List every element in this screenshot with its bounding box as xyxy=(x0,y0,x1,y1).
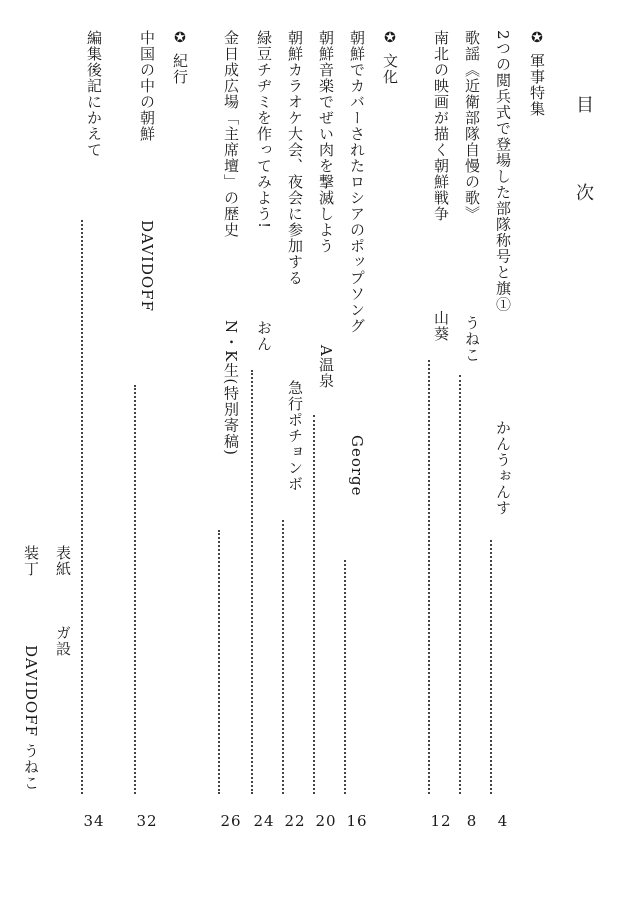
cover-credit-name: ガ設 xyxy=(54,625,72,657)
entry-author: A温泉 xyxy=(317,345,335,389)
leader-dots xyxy=(428,360,430,794)
entry-title: 朝鮮音楽でぜい肉を撃滅しよう xyxy=(317,30,335,254)
leader-dots xyxy=(218,530,220,794)
toc-entry[interactable] xyxy=(344,30,370,830)
section-label: 軍事特集 xyxy=(528,52,546,117)
entry-title: 朝鮮カラオケ大会、夜会に参加する xyxy=(286,30,304,286)
title-text: 目次 xyxy=(573,95,594,201)
entry-page: 20 xyxy=(315,812,337,830)
entry-author: おん xyxy=(255,320,273,352)
star-icon: ✪ xyxy=(529,30,545,47)
entry-page: 32 xyxy=(136,812,158,830)
entry-title: 朝鮮でカバーされたロシアのポップソング xyxy=(348,30,366,334)
cover-credit-label: 表紙 xyxy=(54,545,72,577)
leader-dots xyxy=(459,375,461,794)
toc-entry[interactable] xyxy=(490,30,516,830)
entry-title: 中国の中の朝鮮 xyxy=(138,30,156,142)
entry-page: 12 xyxy=(430,812,452,830)
entry-author: かんうぉんす xyxy=(494,420,512,516)
section-heading-culture xyxy=(377,30,403,830)
entry-title: 南北の映画が描く朝鮮戦争 xyxy=(432,30,450,222)
toc-entry[interactable] xyxy=(218,30,244,830)
toc-entry[interactable] xyxy=(282,30,308,830)
toc-entry[interactable] xyxy=(459,30,485,830)
section-label: 紀行 xyxy=(171,52,189,85)
toc-entry[interactable] xyxy=(251,30,277,830)
entry-page: 8 xyxy=(466,812,478,830)
entry-title: 2つの閲兵式で登場した部隊称号と旗① xyxy=(494,30,512,313)
section-heading-travel xyxy=(167,30,193,830)
entry-title: 編集後記にかえて xyxy=(85,30,103,158)
binding-credit-label: 装丁 xyxy=(22,545,40,577)
entry-author: 山葵 xyxy=(432,310,450,342)
entry-title: 緑豆チヂミを作ってみよう! xyxy=(255,30,273,230)
entry-author: 急行ポチョンボ xyxy=(286,380,304,492)
leader-dots xyxy=(251,370,253,794)
leader-dots xyxy=(344,560,346,794)
leader-dots xyxy=(313,415,315,794)
section-label: 文化 xyxy=(381,52,399,85)
toc-entry[interactable] xyxy=(134,30,160,830)
toc-entry[interactable] xyxy=(81,30,107,830)
entry-page: 34 xyxy=(83,812,105,830)
toc-entry[interactable] xyxy=(428,30,454,830)
entry-page: 24 xyxy=(253,812,275,830)
page-title xyxy=(568,95,598,225)
entry-author: George xyxy=(348,435,366,497)
entry-page: 16 xyxy=(346,812,368,830)
entry-author: うねこ xyxy=(463,315,481,363)
star-icon: ✪ xyxy=(382,30,398,47)
leader-dots xyxy=(134,385,136,794)
entry-page: 4 xyxy=(497,812,509,830)
entry-author: DAVIDOFF xyxy=(138,220,156,313)
entry-title: 歌謡《近衛部隊自慢の歌》 xyxy=(463,30,481,222)
leader-dots xyxy=(81,220,83,794)
star-icon: ✪ xyxy=(172,30,188,47)
binding-credit-name: DAVIDOFF うねこ xyxy=(22,645,40,791)
entry-title: 金日成広場「主席壇」の歴史 xyxy=(222,30,240,238)
entry-author: N・K生(特別寄稿) xyxy=(222,320,240,457)
leader-dots xyxy=(282,520,284,794)
section-heading-military xyxy=(524,30,550,830)
toc-entry[interactable] xyxy=(313,30,339,830)
entry-page: 22 xyxy=(284,812,306,830)
entry-page: 26 xyxy=(220,812,242,830)
leader-dots xyxy=(490,540,492,794)
